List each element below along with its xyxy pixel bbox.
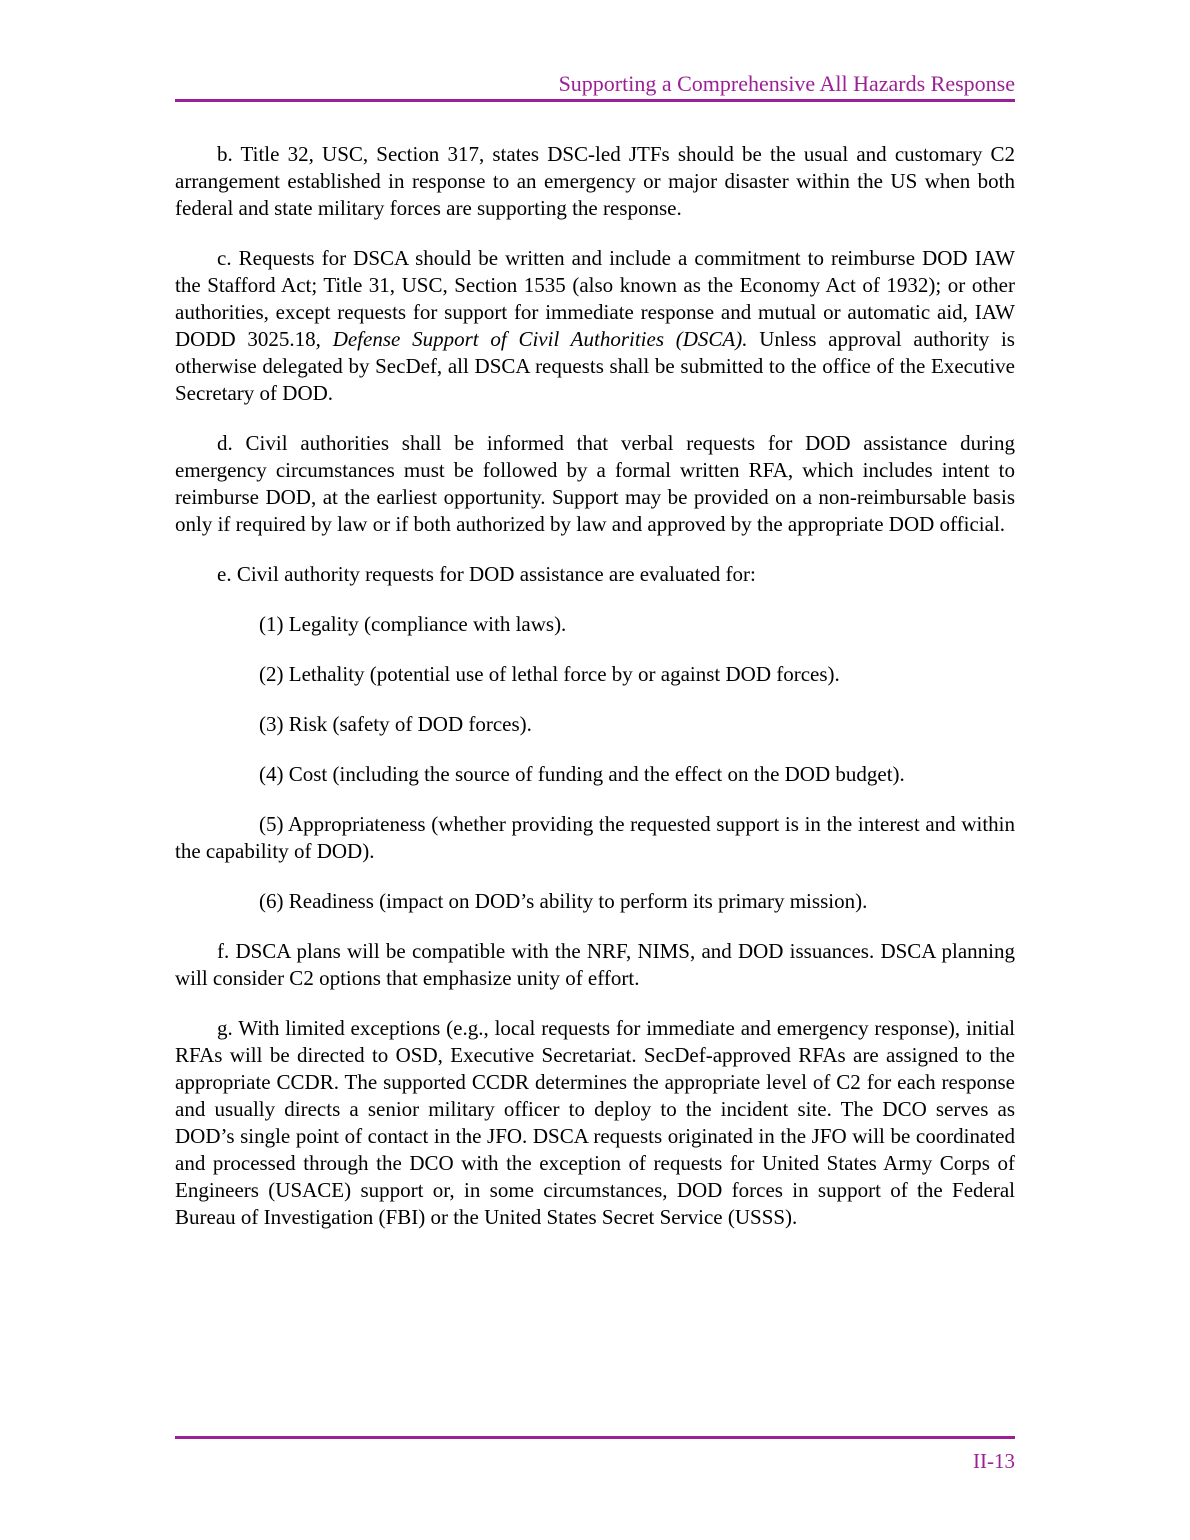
paragraph-c-text: c. Requests for DSCA should be written and include a commitment to reimburse DOD IAW the Stafford Act; Title 31, USC, Section 1535 (also known as the Economy Act of 1932); or other authorities, except requests for support for immediate response and mutual or automatic aid, IAW DODD 3025.18,	[175, 246, 1015, 351]
page-number: II-13	[973, 1449, 1015, 1473]
paragraph-g: g. With limited exceptions (e.g., local requests for immediate and emergency response), initial RFAs will be directed to OSD, Executive Secretariat. SecDef-approved RFAs are assigned to the appropriate CCDR. The supported CCDR determines the appropriate level of C2 for each response and usually directs a senior military officer to deploy to the incident site. The DCO serves as DOD’s single point of contact in the JFO. DSCA requests originated in the JFO will be coordinated and processed through the DCO with the exception of requests for United States Army Corps of Engineers (USACE) support or, in some circumstances, DOD forces in support of the Federal Bureau of Investigation (FBI) or the United States Secret Service (USSS).	[175, 1016, 1015, 1229]
paragraph-e: e. Civil authority requests for DOD assistance are evaluated for:	[217, 562, 756, 586]
footer-rule	[175, 1436, 1015, 1439]
criterion-legality: (1) Legality (compliance with laws).	[259, 612, 567, 636]
criterion-readiness: (6) Readiness (impact on DOD’s ability to perform its primary mission).	[259, 889, 868, 913]
criterion-cost: (4) Cost (including the source of funding and the effect on the DOD budget).	[259, 762, 905, 786]
paragraph-c-text-end: Unless approval authority is otherwise delegated by SecDef, all DSCA requests shall be submitted to the office of the Executive Secretary of DOD.	[175, 327, 1015, 405]
criterion-risk: (3) Risk (safety of DOD forces).	[259, 712, 532, 736]
paragraph-b: b. Title 32, USC, Section 317, states DSC-led JTFs should be the usual and customary C2 arrangement established in response to an emergency or major disaster within the US when both federal and state military forces are supporting the response.	[175, 142, 1015, 220]
paragraph-c	[175, 245, 1015, 407]
criterion-appropriateness: (5) Appropriateness (whether providing the requested support is in the interest and within the capability of DOD).	[175, 812, 1015, 863]
paragraph-c-italic-title: Defense Support of Civil Authorities (DSCA).	[332, 327, 748, 351]
paragraph-f: f. DSCA plans will be compatible with the NRF, NIMS, and DOD issuances. DSCA planning will consider C2 options that emphasize unity of effort.	[175, 939, 1015, 990]
header-rule	[175, 99, 1015, 102]
page-body	[175, 141, 1015, 1254]
criterion-lethality: (2) Lethality (potential use of lethal force by or against DOD forces).	[259, 662, 840, 686]
running-header-title: Supporting a Comprehensive All Hazards Response	[558, 71, 1015, 96]
paragraph-d: d. Civil authorities shall be informed that verbal requests for DOD assistance during emergency circumstances must be followed by a formal written RFA, which includes intent to reimburse DOD, at the earliest opportunity. Support may be provided on a non-reimbursable basis only if required by law or if both authorized by law and approved by the appropriate DOD official.	[175, 431, 1015, 536]
